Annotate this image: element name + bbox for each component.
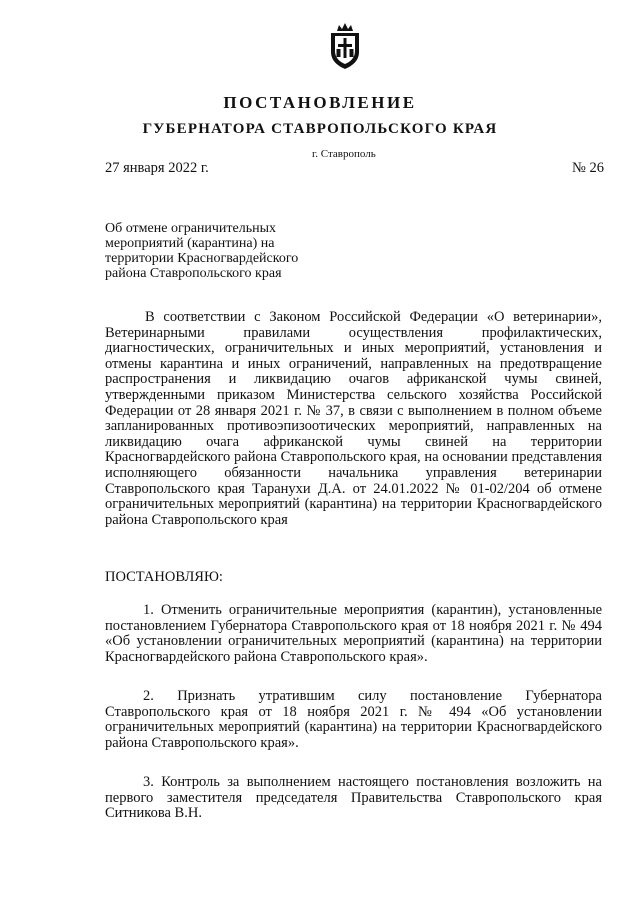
document-title: ПОСТАНОВЛЕНИЕ <box>223 93 417 112</box>
document-subtitle: ГУБЕРНАТОРА СТАВРОПОЛЬСКОГО КРАЯ <box>142 121 498 137</box>
decree-heading: ПОСТАНОВЛЯЮ: <box>105 569 223 585</box>
document-number: № 26 <box>572 160 604 176</box>
issue-city: г. Ставрополь <box>312 148 376 160</box>
preamble-paragraph: В соответствии с Законом Российской Федерации «О ветеринарии», Ветеринарными правилами осуществления профилактических, диагностических, ограничительных и иных мероприятий, установления и отмены карантина и иных ограничений, направленных на предотвращение распространения и ликвидацию очагов африканской чумы свиней, утвержденными приказом Министерства сельского хозяйства Российской Федерации от 28 января 2021 г. № 37, в связи с выполнением в полном объеме запланированных противоэпизоотических мероприятий, направленных на ликвидацию очага африканской чумы свиней на территории Красногвардейского района Ставропольского края, на основании представления исполняющего обязанности начальника управления ветеринарии Ставропольского края Таранухи Д.А. от 24.01.2022 № 01-02/204 об отмене ограничительных мероприятий (карантина) на территории Красногвардейского района Ставропольского края <box>105 309 602 528</box>
decree-item-3: 3. Контроль за выполнением настоящего постановления возложить на первого заместителя председателя Правительства Ставропольского края Ситникова В.Н. <box>105 774 602 822</box>
decree-item-1: 1. Отменить ограничительные мероприятия (карантин), установленные постановлением Губернатора Ставропольского края от 18 ноября 2021 г. № 494 «Об установлении ограничительных мероприятий (карантина) на территории Красногвардейского района Ставропольского края». <box>105 602 602 665</box>
document-subject: Об отмене ограничительных мероприятий (карантина) на территории Красногвардейского района Ставропольского края <box>105 221 299 281</box>
issue-date: 27 января 2022 г. <box>105 160 209 176</box>
coat-of-arms-icon <box>327 22 363 70</box>
decree-item-2: 2. Признать утратившим силу постановление Губернатора Ставропольского края от 18 ноября 2021 г. № 494 «Об установлении ограничительных мероприятий (карантина) на территории Красногвардейского района Ставропольского края». <box>105 688 602 751</box>
